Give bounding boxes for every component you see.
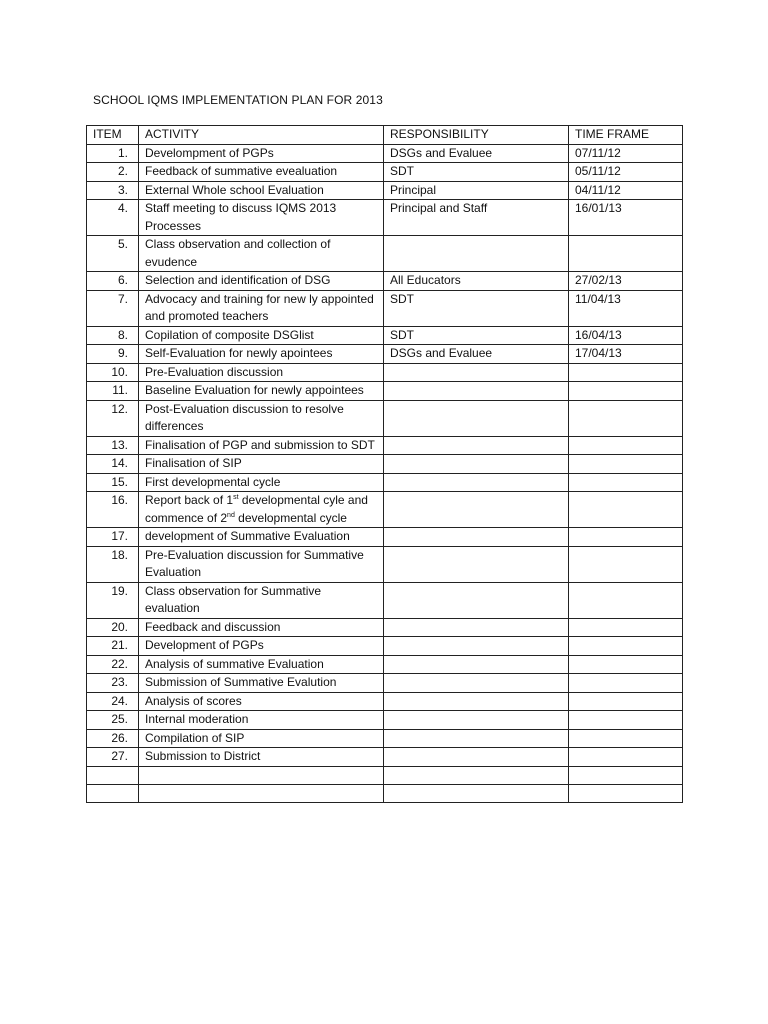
responsibility-cell — [384, 674, 569, 693]
time-frame-cell — [569, 363, 683, 382]
activity-cell: Pre-Evaluation discussion — [139, 363, 384, 382]
time-frame-cell — [569, 692, 683, 711]
responsibility-cell — [384, 582, 569, 618]
column-header-time-frame: TIME FRAME — [569, 126, 683, 145]
responsibility-cell: DSGs and Evaluee — [384, 345, 569, 364]
table-row — [87, 637, 683, 656]
table-row — [87, 144, 683, 163]
table-header-row — [87, 126, 683, 145]
item-number-cell: 1. — [87, 144, 139, 163]
item-number-cell: 9. — [87, 345, 139, 364]
item-number-cell: 15. — [87, 473, 139, 492]
table-row — [87, 492, 683, 528]
table-row — [87, 546, 683, 582]
responsibility-cell — [384, 363, 569, 382]
column-header-responsibility: RESPONSIBILITY — [384, 126, 569, 145]
responsibility-cell: Principal — [384, 181, 569, 200]
responsibility-cell — [384, 473, 569, 492]
activity-cell: Self-Evaluation for newly apointees — [139, 345, 384, 364]
activity-cell: Finalisation of SIP — [139, 455, 384, 474]
table-row — [87, 272, 683, 291]
responsibility-cell — [384, 382, 569, 401]
time-frame-cell — [569, 546, 683, 582]
ordinal-suffix: nd — [227, 511, 235, 519]
responsibility-cell — [384, 546, 569, 582]
table-row — [87, 382, 683, 401]
empty-cell — [139, 766, 384, 784]
table-row — [87, 363, 683, 382]
time-frame-cell: 05/11/12 — [569, 163, 683, 182]
empty-cell — [87, 766, 139, 784]
time-frame-cell — [569, 382, 683, 401]
activity-cell: Pre-Evaluation discussion for Summative Evaluation — [139, 546, 384, 582]
activity-cell: Advocacy and training for new ly appointed and promoted teachers — [139, 290, 384, 326]
table-row — [87, 655, 683, 674]
table-row — [87, 436, 683, 455]
table-row — [87, 711, 683, 730]
table-row — [87, 163, 683, 182]
empty-cell — [384, 784, 569, 802]
responsibility-cell: DSGs and Evaluee — [384, 144, 569, 163]
time-frame-cell — [569, 711, 683, 730]
table-row — [87, 236, 683, 272]
responsibility-cell — [384, 748, 569, 767]
responsibility-cell — [384, 528, 569, 547]
item-number-cell: 18. — [87, 546, 139, 582]
time-frame-cell — [569, 674, 683, 693]
column-header-activity: ACTIVITY — [139, 126, 384, 145]
activity-cell: Internal moderation — [139, 711, 384, 730]
responsibility-cell — [384, 436, 569, 455]
activity-cell: Class observation and collection of evudence — [139, 236, 384, 272]
responsibility-cell — [384, 455, 569, 474]
item-number-cell: 13. — [87, 436, 139, 455]
time-frame-cell — [569, 436, 683, 455]
responsibility-cell: SDT — [384, 290, 569, 326]
activity-cell: Develompment of PGPs — [139, 144, 384, 163]
table-row — [87, 400, 683, 436]
table-row — [87, 618, 683, 637]
table-row — [87, 748, 683, 767]
empty-cell — [87, 784, 139, 802]
item-number-cell: 16. — [87, 492, 139, 528]
activity-text: developmental cyle and commence of 2 — [145, 493, 368, 525]
activity-cell: First developmental cycle — [139, 473, 384, 492]
empty-table-row — [87, 766, 683, 784]
item-number-cell: 12. — [87, 400, 139, 436]
time-frame-cell: 16/04/13 — [569, 326, 683, 345]
activity-cell: Staff meeting to discuss IQMS 2013 Processes — [139, 200, 384, 236]
table-row — [87, 528, 683, 547]
activity-cell: External Whole school Evaluation — [139, 181, 384, 200]
activity-cell: Analysis of scores — [139, 692, 384, 711]
activity-cell: Development of PGPs — [139, 637, 384, 656]
time-frame-cell — [569, 729, 683, 748]
item-number-cell: 14. — [87, 455, 139, 474]
time-frame-cell: 11/04/13 — [569, 290, 683, 326]
table-row — [87, 582, 683, 618]
empty-cell — [384, 766, 569, 784]
table-row — [87, 473, 683, 492]
table-row — [87, 326, 683, 345]
ordinal-suffix: st — [233, 494, 239, 501]
time-frame-cell — [569, 655, 683, 674]
item-number-cell: 10. — [87, 363, 139, 382]
item-number-cell: 23. — [87, 674, 139, 693]
item-number-cell: 8. — [87, 326, 139, 345]
responsibility-cell — [384, 711, 569, 730]
item-number-cell: 26. — [87, 729, 139, 748]
time-frame-cell: 27/02/13 — [569, 272, 683, 291]
responsibility-cell: All Educators — [384, 272, 569, 291]
table-row — [87, 729, 683, 748]
activity-cell: Baseline Evaluation for newly appointees — [139, 382, 384, 401]
time-frame-cell — [569, 582, 683, 618]
time-frame-cell — [569, 236, 683, 272]
activity-cell: Post-Evaluation discussion to resolve differences — [139, 400, 384, 436]
item-number-cell: 3. — [87, 181, 139, 200]
responsibility-cell: Principal and Staff — [384, 200, 569, 236]
responsibility-cell: SDT — [384, 326, 569, 345]
activity-cell: Submission of Summative Evalution — [139, 674, 384, 693]
time-frame-cell: 16/01/13 — [569, 200, 683, 236]
item-number-cell: 19. — [87, 582, 139, 618]
activity-text: Report back of 1 — [145, 493, 234, 507]
activity-cell: Selection and identification of DSG — [139, 272, 384, 291]
activity-cell: development of Summative Evaluation — [139, 528, 384, 547]
document-title: SCHOOL IQMS IMPLEMENTATION PLAN FOR 2013 — [93, 93, 383, 107]
responsibility-cell — [384, 655, 569, 674]
activity-cell: Compilation of SIP — [139, 729, 384, 748]
responsibility-cell: SDT — [384, 163, 569, 182]
activity-cell: Feedback and discussion — [139, 618, 384, 637]
item-number-cell: 5. — [87, 236, 139, 272]
time-frame-cell — [569, 748, 683, 767]
time-frame-cell — [569, 492, 683, 528]
table-row — [87, 181, 683, 200]
time-frame-cell — [569, 473, 683, 492]
responsibility-cell — [384, 729, 569, 748]
activity-cell: Feedback of summative evealuation — [139, 163, 384, 182]
item-number-cell: 7. — [87, 290, 139, 326]
responsibility-cell — [384, 692, 569, 711]
time-frame-cell — [569, 455, 683, 474]
item-number-cell: 17. — [87, 528, 139, 547]
implementation-plan-table — [86, 125, 683, 803]
column-header-item: ITEM — [87, 126, 139, 145]
activity-cell: Class observation for Summative evaluation — [139, 582, 384, 618]
responsibility-cell — [384, 492, 569, 528]
activity-cell: Finalisation of PGP and submission to SDT — [139, 436, 384, 455]
item-number-cell: 11. — [87, 382, 139, 401]
responsibility-cell — [384, 637, 569, 656]
empty-table-row — [87, 784, 683, 802]
table-row — [87, 345, 683, 364]
activity-cell: Analysis of summative Evaluation — [139, 655, 384, 674]
time-frame-cell: 07/11/12 — [569, 144, 683, 163]
table-row — [87, 455, 683, 474]
time-frame-cell: 04/11/12 — [569, 181, 683, 200]
table-row — [87, 290, 683, 326]
activity-cell: Submission to District — [139, 748, 384, 767]
activity-cell: Copilation of composite DSGlist — [139, 326, 384, 345]
time-frame-cell — [569, 618, 683, 637]
item-number-cell: 6. — [87, 272, 139, 291]
activity-text: developmental cycle — [234, 510, 347, 525]
item-number-cell: 4. — [87, 200, 139, 236]
time-frame-cell — [569, 400, 683, 436]
empty-cell — [569, 766, 683, 784]
time-frame-cell — [569, 528, 683, 547]
responsibility-cell — [384, 618, 569, 637]
item-number-cell: 25. — [87, 711, 139, 730]
table-row — [87, 200, 683, 236]
item-number-cell: 20. — [87, 618, 139, 637]
responsibility-cell — [384, 236, 569, 272]
time-frame-cell: 17/04/13 — [569, 345, 683, 364]
empty-cell — [139, 784, 384, 802]
item-number-cell: 2. — [87, 163, 139, 182]
item-number-cell: 22. — [87, 655, 139, 674]
item-number-cell: 21. — [87, 637, 139, 656]
item-number-cell: 24. — [87, 692, 139, 711]
item-number-cell: 27. — [87, 748, 139, 767]
time-frame-cell — [569, 637, 683, 656]
table-row — [87, 692, 683, 711]
table-body — [87, 144, 683, 802]
table-row — [87, 674, 683, 693]
empty-cell — [569, 784, 683, 802]
responsibility-cell — [384, 400, 569, 436]
activity-cell — [139, 492, 384, 528]
